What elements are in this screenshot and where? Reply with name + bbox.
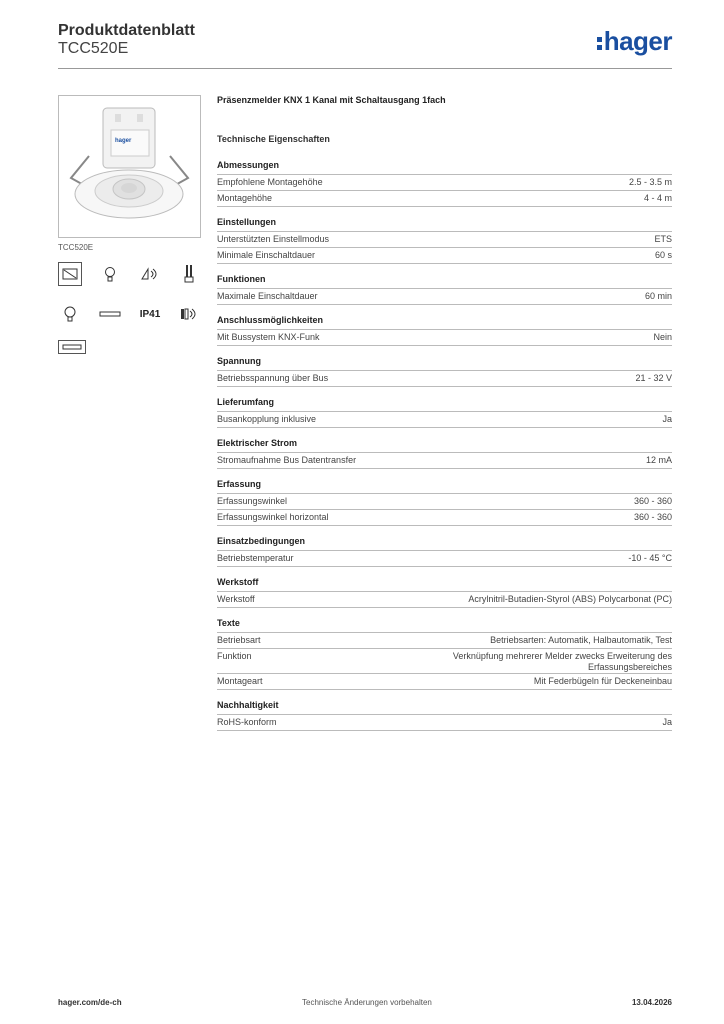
image-caption: TCC520E: [58, 243, 94, 252]
hager-logo: [597, 26, 672, 57]
spec-section: [217, 577, 672, 608]
spec-row: [217, 715, 672, 731]
spec-value: Mit Federbügeln für Deckeneinbau: [533, 676, 672, 686]
spec-section: [217, 274, 672, 305]
spec-section: [217, 438, 672, 469]
document-title: Produktdatenblatt: [58, 22, 195, 39]
ip41-icon: [136, 302, 164, 326]
spec-row: [217, 633, 672, 649]
spec-row: [217, 175, 672, 191]
tube-lamp-icon: [98, 302, 122, 326]
spec-label: Stromaufnahme Bus Datentransfer: [217, 455, 357, 465]
footer-url[interactable]: hager.com/de-ch: [58, 998, 122, 1007]
spec-row: [217, 330, 672, 346]
spec-label: RoHS-konform: [217, 717, 277, 727]
spec-label: Erfassungswinkel horizontal: [217, 512, 329, 522]
svg-text:hager: hager: [115, 138, 132, 144]
spec-row: [217, 453, 672, 469]
ip-rating-label: IP41: [139, 308, 161, 320]
spec-row: [217, 412, 672, 428]
section-title: Abmessungen: [217, 160, 672, 175]
spec-row: [217, 494, 672, 510]
spec-label: Montageart: [217, 676, 263, 686]
spec-value: 21 - 32 V: [635, 373, 672, 383]
spec-row: [217, 248, 672, 264]
fluorescent-lamp-icon: [177, 262, 201, 286]
spec-value: 2.5 - 3.5 m: [628, 177, 672, 187]
section-title: Anschlussmöglichkeiten: [217, 315, 672, 330]
footer-date: 13.04.2026: [631, 998, 672, 1007]
article-number: TCC520E: [58, 40, 129, 57]
spec-value: 360 - 360: [633, 512, 672, 522]
spec-row: [217, 551, 672, 567]
spec-label: Unterstützten Einstellmodus: [217, 234, 330, 244]
section-title: Lieferumfang: [217, 397, 672, 412]
spec-row: [217, 510, 672, 526]
spec-label: Montagehöhe: [217, 193, 273, 203]
spec-section: [217, 397, 672, 428]
logo-text: hager: [603, 26, 672, 56]
section-title: Einsatzbedingungen: [217, 536, 672, 551]
section-title: Elektrischer Strom: [217, 438, 672, 453]
bulb-icon: [58, 302, 82, 326]
spec-row: [217, 232, 672, 248]
spec-row: [217, 289, 672, 305]
spec-value: Verknüpfung mehrerer Melder zwecks Erweiterung des Erfassungsbereiches: [452, 651, 672, 672]
spec-value: 60 min: [644, 291, 672, 301]
header-divider: [58, 68, 672, 69]
spec-value: ETS: [654, 234, 672, 244]
spec-label: Minimale Einschaltdauer: [217, 250, 316, 260]
spec-section: [217, 700, 672, 731]
spec-value: Ja: [662, 414, 672, 424]
product-image: [58, 95, 201, 238]
spec-section: [217, 536, 672, 567]
logo-dots-icon: [597, 34, 602, 53]
footer-notice: Technische Änderungen vorbehalten: [302, 998, 432, 1007]
spec-value: 60 s: [654, 250, 672, 260]
spec-value: Ja: [662, 717, 672, 727]
tube-lamp-2-icon: [58, 340, 86, 354]
spec-section: [217, 479, 672, 526]
spec-row: [217, 674, 672, 690]
spec-row: [217, 649, 672, 674]
spec-sections: [217, 160, 672, 731]
motion-sensor-icon: [138, 262, 162, 286]
spec-heading: Technische Eigenschaften: [217, 134, 330, 144]
spec-label: Busankopplung inklusive: [217, 414, 317, 424]
section-title: Funktionen: [217, 274, 672, 289]
ceiling-mount-icon: [58, 262, 82, 286]
spec-section: [217, 315, 672, 346]
spec-label: Mit Bussystem KNX-Funk: [217, 332, 320, 342]
spec-value: Betriebsarten: Automatik, Halbautomatik, Test: [490, 635, 672, 645]
spec-row: [217, 592, 672, 608]
spec-label: Maximale Einschaltdauer: [217, 291, 318, 301]
spec-label: Funktion: [217, 651, 252, 661]
spec-value: 12 mA: [645, 455, 672, 465]
spec-section: [217, 356, 672, 387]
spec-label: Betriebstemperatur: [217, 553, 294, 563]
spec-value: Nein: [653, 332, 672, 342]
spec-value: Acrylnitril-Butadien-Styrol (ABS) Polycarbonat (PC): [468, 594, 672, 604]
spec-section: [217, 618, 672, 690]
spec-section: [217, 217, 672, 264]
spec-value: 4 - 4 m: [643, 193, 672, 203]
section-title: Erfassung: [217, 479, 672, 494]
section-title: Spannung: [217, 356, 672, 371]
section-title: Nachhaltigkeit: [217, 700, 672, 715]
section-title: Texte: [217, 618, 672, 633]
spec-value: -10 - 45 °C: [628, 553, 672, 563]
spec-row: [217, 191, 672, 207]
section-title: Werkstoff: [217, 577, 672, 592]
product-name: Präsenzmelder KNX 1 Kanal mit Schaltausgang 1fach: [217, 95, 446, 105]
presence-detector-image: [59, 96, 200, 237]
spec-row: [217, 371, 672, 387]
section-title: Einstellungen: [217, 217, 672, 232]
document-header: [58, 20, 672, 70]
spec-section: [217, 160, 672, 207]
spec-label: Werkstoff: [217, 594, 255, 604]
spec-label: Betriebsspannung über Bus: [217, 373, 329, 383]
lamp-icon: [98, 262, 122, 286]
spec-label: Empfohlene Montagehöhe: [217, 177, 323, 187]
knx-rf-icon: [177, 302, 201, 326]
spec-label: Betriebsart: [217, 635, 261, 645]
spec-value: 360 - 360: [633, 496, 672, 506]
spec-label: Erfassungswinkel: [217, 496, 288, 506]
specification-table: [217, 95, 672, 741]
